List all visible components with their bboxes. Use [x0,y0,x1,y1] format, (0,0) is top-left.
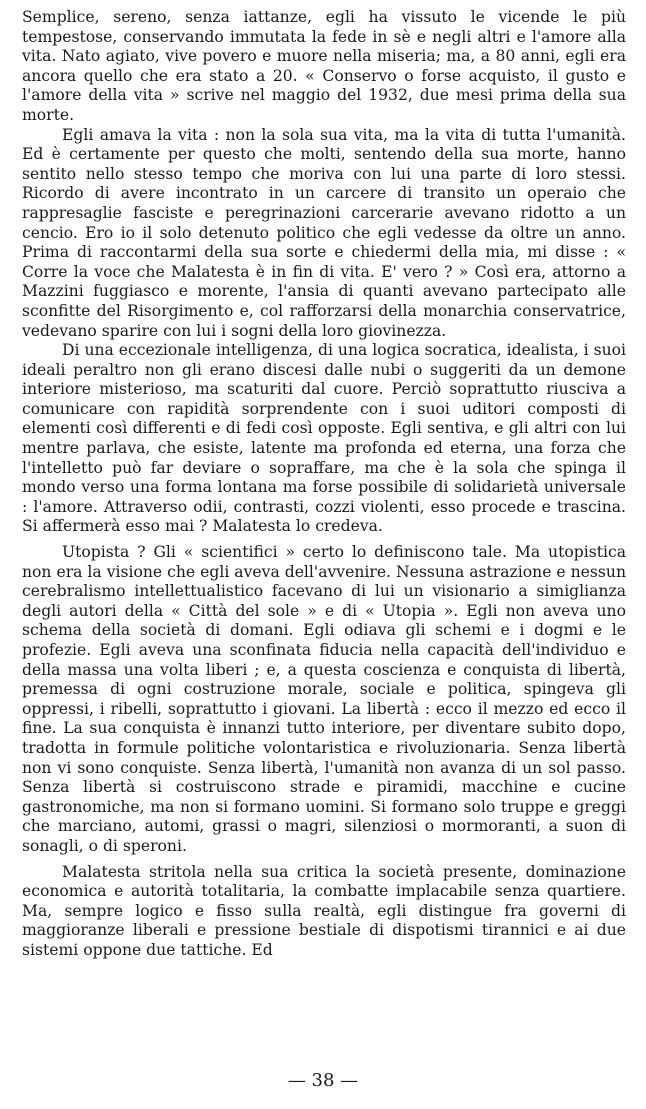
paragraph-4: Utopista ? Gli « scientifici » certo lo definiscono tale. Ma utopistica non era la visione che egli aveva dell'avvenire. Nessuna astrazione e nessun cerebralismo intellettualistico facevano di lui un visionario a simiglianza degli autori della « Città del sole » e di « Utopia ». Egli non aveva uno schema della società di domani. Egli odiava gli schemi e i dogmi e le profezie. Egli aveva una sconfinata fiducia nella capacità dell'individuo e della massa una volta liberi ; e, a questa coscienza e conquista di libertà, premessa di ogni costruzione morale, sociale e politica, spingeva gli oppressi, i ribelli, soprattutto i giovani. La libertà : ecco il mezzo ed ecco il fine. La sua conquista è innanzi tutto interiore, per diventare subito dopo, tradotta in formule politiche volontaristica e rivoluzionaria. Senza libertà non vi sono conquiste. Senza libertà, l'umanità non avanza di un sol passo. Senza libertà si costruiscono strade e piramidi, macchine e cucine gastronomiche, ma non si formano uomini. Si formano solo truppe e greggi che marciano, automi, grassi o magri, silenziosi o mormoranti, a suon di sonagli, o di speroni. [22,543,626,855]
page-number: — 38 — [287,1070,359,1091]
paragraph-5: Malatesta stritola nella sua critica la società presente, dominazione economica e autorità totalitaria, la combatte implacabile senza quartiere. Ma, sempre logico e fisso sulla realtà, egli distingue fra governi di maggioranze liberali e pressione bestiale di dispotismi tirannici e ai due sistemi oppone due tattiche. Ed [22,862,626,959]
paragraph-3: Di una eccezionale intelligenza, di una logica socratica, idealista, i suoi ideali peraltro non gli erano discesi dalle nubi o suggeriti da un demone interiore misterioso, ma scaturiti dal cuore. Perciò soprattutto riusciva a comunicare con rapidità sorprendente con i suoi uditori composti di elementi così differenti e di fedi così opposte. Egli sentiva, e gli altri con lui mentre parlava, che esiste, latente ma profonda ed eterna, una forza che l'intelletto può far deviare o sopraffare, ma che è la sola che spinga il mondo verso una forma lontana ma forse possibile di solidarietà universale : l'amore. Attraverso odii, contrasti, cozzi violenti, esso procede e trascina. Si affermerà esso mai ? Malatesta lo credeva. [22,341,626,536]
paragraph-1: Semplice, sereno, senza iattanze, egli ha vissuto le vicende le più tempestose, conservando immutata la fede in sè e negli altri e l'amore alla vita. Nato agiato, vive povero e muore nella miseria; ma, a 80 anni, egli era ancora quello che era stato a 20. « Conservo o forse acquisto, il gusto e l'amore della vita » scrive nel maggio del 1932, due mesi prima della sua morte. [22,8,626,124]
document-page [22,8,626,961]
paragraph-2: Egli amava la vita : non la sola sua vita, ma la vita di tutta l'umanità. Ed è certamente per questo che molti, sentendo della sua morte, hanno sentito nello stesso tempo che moriva con lui una parte di loro stessi. Ricordo di avere incontrato in un carcere di transito un operaio che rappresaglie fasciste e peregrinazioni carcerarie avevano ridotto a un cencio. Ero io il solo detenuto politico che egli vedesse da oltre un anno. Prima di raccontarmi della sua sorte e chiedermi della mia, mi disse : « Corre la voce che Malatesta è in fin di vita. E' vero ? » Così era, attorno a Mazzini fuggiasco e morente, l'ansia di quanti avevano partecipato alle sconfitte del Risorgimento e, col rafforzarsi della monarchia conservatrice, vedevano sparire con lui i sogni della loro giovinezza. [22,125,626,340]
